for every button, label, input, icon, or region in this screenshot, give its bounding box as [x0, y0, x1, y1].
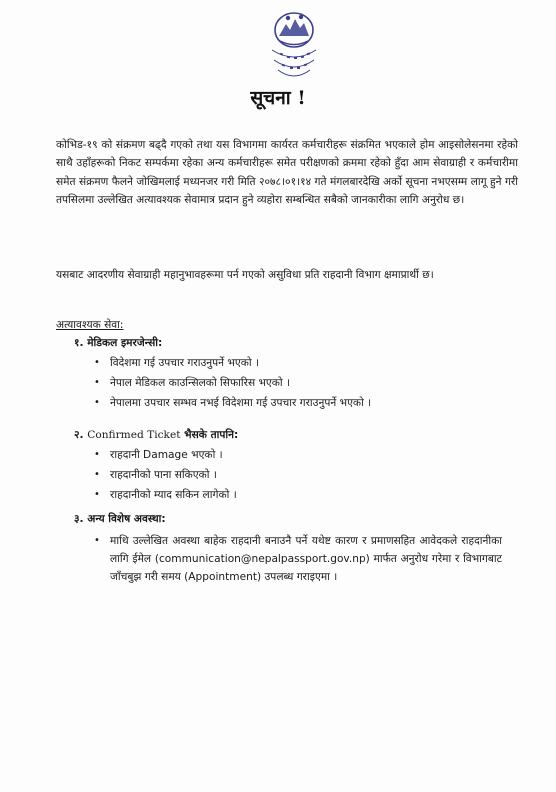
list-item [92, 394, 512, 412]
bullet-icon: • [94, 535, 100, 546]
group-heading-prefix: २. [74, 429, 88, 441]
list-item-text: नेपाल मेडिकल काउन्सिलको सिफारिस भएको । [110, 377, 291, 389]
group-heading-other-special: ३. अन्य विशेष अवस्था: [74, 513, 166, 525]
group-heading-latin: Confirmed Ticket [87, 429, 181, 441]
bullet-icon: • [94, 489, 100, 500]
government-emblem-logo [262, 8, 326, 84]
list-item [92, 466, 512, 484]
list-item-text: माथि उल्लेखित अवस्था बाहेक राहदानी बनाउनै पर्ने यथेष्ट कारण र प्रमाणसहित आवेदकले राहदानीका लागि ईमेल (communication@nepalpassport.gov.np) मार्फत अनुरोध गरेमा र विभागबाट जाँचबुझ गरी समय (Appointment) उपलब्ध गराइएमा । [110, 535, 502, 583]
notice-title: सूचना ! [250, 87, 306, 109]
list-item [92, 532, 502, 586]
bullet-icon: • [94, 449, 100, 460]
list-item-text: राहदानीको पाना सकिएको । [110, 469, 217, 481]
list-item-text: विदेशमा गई उपचार गराउनुपर्ने भएको । [110, 357, 259, 369]
group-heading-suffix: भैसके तापनि: [180, 429, 239, 441]
bullet-icon: • [94, 469, 100, 480]
list-item-text: राहदानीको म्याद सकिन लागेको । [110, 489, 237, 501]
bullet-icon: • [94, 357, 100, 368]
list-item-text: राहदानी Damage भएको । [110, 449, 223, 461]
list-item [92, 374, 512, 392]
confirmed-ticket-list [92, 446, 512, 506]
medical-emergency-list [92, 354, 512, 414]
notice-paragraph-main: कोभिड-१९ को संक्रमण बढ्दै गएको तथा यस विभागमा कार्यरत कर्मचारीहरू संक्रमित भएकाले होम आइसोलेसनमा रहेको साथै उहाँहरूको निकट सम्पर्कमा रहेका अन्य कर्मचारीहरू समेत परीक्षणको क्रममा रहेको हुँदा आम सेवाग्राही र कर्मचारीमा समेत संक्रमण फैलने जोखिमलाई मध्यनजर गरी मिति २०७८।०१।१४ गते मंगलबारदेखि अर्को सूचना नभएसम्म लागू हुने गरी तपसिलमा उल्लेखित अत्यावश्यक सेवामात्र प्रदान हुने व्यहोरा सम्बन्धित सबैको जानकारीका लागि अनुरोध छ। [56, 139, 518, 207]
group-heading-medical-emergency: १. मेडिकल इमरजेन्सी: [74, 337, 163, 349]
group-heading-confirmed-ticket [74, 428, 238, 442]
list-item [92, 486, 512, 504]
other-special-list [92, 532, 502, 588]
list-item [92, 446, 512, 464]
list-item-text: नेपालमा उपचार सम्भव नभई विदेशमा गई उपचार गराउनुपर्ने भएको । [110, 397, 372, 409]
bullet-icon: • [94, 377, 100, 388]
essential-services-heading: अत्यावश्यक सेवा: [56, 319, 124, 331]
bullet-icon: • [94, 397, 100, 408]
notice-paragraph-apology: यसबाट आदरणीय सेवाग्राही महानुभावहरूमा पर्न गएको असुविधा प्रति राहदानी विभाग क्षमाप्रार्थी छ। [56, 269, 434, 281]
list-item [92, 354, 512, 372]
